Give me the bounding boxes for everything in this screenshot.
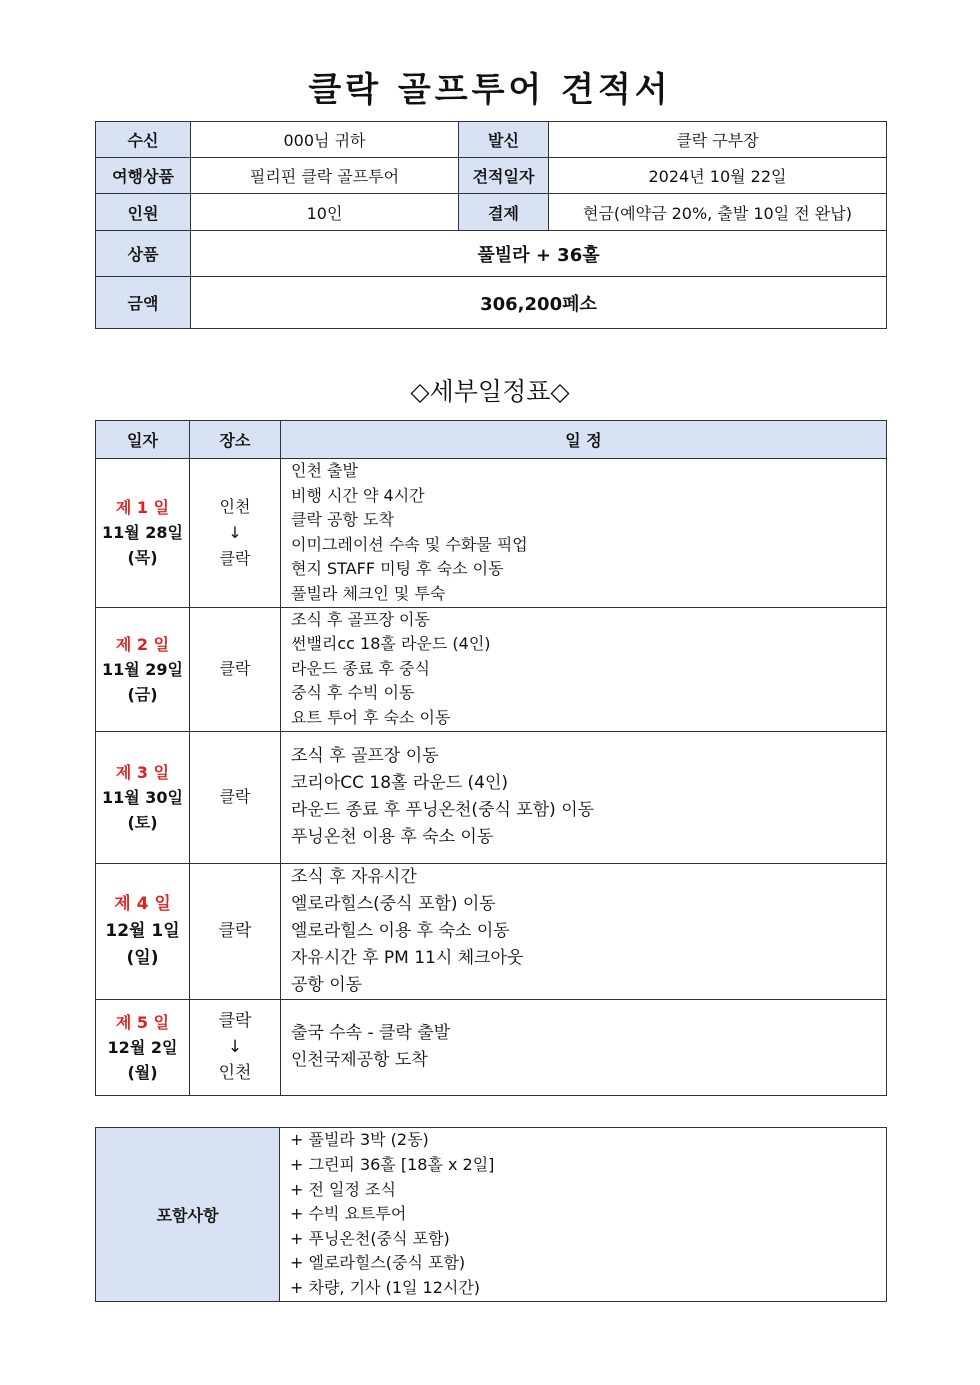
day5-weekday: (월)	[127, 1062, 158, 1082]
sender-label: 발신	[459, 122, 549, 158]
quote-date-value: 2024년 10월 22일	[549, 158, 887, 194]
day2-weekday: (금)	[127, 684, 158, 704]
recipient-value: 000님 귀하	[191, 122, 459, 158]
list-item: 요트 투어 후 숙소 이동	[291, 707, 451, 727]
list-item: 조식 후 자유시간	[291, 866, 417, 887]
price-label: 금액	[96, 277, 191, 329]
recipient-label: 수신	[96, 122, 191, 158]
price-value: 306,200페소	[191, 277, 887, 329]
day2-date: 11월 29일	[101, 659, 183, 679]
list-item: + 그린피 36홀 [18홀 x 2일]	[290, 1155, 495, 1175]
down-arrow-icon: ↓	[227, 1037, 243, 1058]
down-arrow-icon: ↓	[228, 522, 242, 542]
day4-items	[281, 863, 887, 999]
day3-date-cell	[96, 731, 190, 863]
day1-place-cell	[190, 459, 281, 608]
day5-place-cell	[190, 999, 281, 1095]
day1-label: 제 1 일	[115, 498, 170, 518]
list-item: 자유시간 후 PM 11시 체크아웃	[291, 947, 524, 968]
payment-label: 결제	[459, 194, 549, 231]
schedule-title: ◇세부일정표◇	[410, 377, 570, 406]
schedule-table	[95, 420, 887, 1096]
day5-date: 12월 2일	[107, 1037, 178, 1057]
list-item: 풀빌라 체크인 및 투숙	[291, 583, 446, 603]
package-label: 상품	[96, 231, 191, 277]
list-item: 조식 후 골프장 이동	[291, 609, 430, 629]
inclusions-items	[280, 1128, 887, 1302]
people-value: 10인	[191, 194, 459, 231]
day2-label: 제 2 일	[115, 634, 170, 654]
day1-date: 11월 28일	[101, 523, 183, 543]
day2-date-cell	[96, 607, 190, 731]
schedule-row-day2	[96, 607, 887, 731]
day1-place-from: 인천	[219, 496, 251, 516]
day1-place-to: 클락	[219, 548, 251, 568]
schedule-row-day5	[96, 999, 887, 1095]
product-label: 여행상품	[96, 158, 191, 194]
day2-items	[281, 607, 887, 731]
list-item: + 차량, 기사 (1일 12시간)	[290, 1277, 481, 1297]
day4-date-cell	[96, 863, 190, 999]
day4-weekday: (일)	[126, 947, 159, 968]
day1-items	[281, 459, 887, 608]
list-item: 현지 STAFF 미팅 후 숙소 이동	[291, 559, 504, 579]
list-item: 클락 공항 도착	[291, 510, 394, 530]
day3-weekday: (토)	[127, 812, 158, 832]
sender-value: 클락 구부장	[549, 122, 887, 158]
list-item: 엘로라힐스 이용 후 숙소 이동	[291, 920, 510, 941]
product-value: 필리핀 클락 골프투어	[191, 158, 459, 194]
list-item: 비행 시간 약 4시간	[291, 485, 425, 505]
list-item: 공항 이동	[291, 974, 363, 995]
day5-place-to: 인천	[218, 1063, 252, 1084]
day1-weekday: (목)	[127, 548, 158, 568]
schedule-header-place: 장소	[190, 421, 281, 459]
list-item: 푸닝온천 이용 후 숙소 이동	[291, 827, 494, 848]
list-item: 인천 출발	[291, 461, 358, 480]
list-item: 라운드 종료 후 중식	[291, 658, 430, 678]
list-item: 엘로라힐스(중식 포함) 이동	[291, 893, 496, 914]
day3-date: 11월 30일	[101, 787, 183, 807]
page-title: 클락 골프투어 견적서	[308, 70, 672, 110]
list-item: + 풀빌라 3박 (2동)	[290, 1130, 429, 1150]
list-item: 출국 수속 - 클락 출발	[291, 1023, 451, 1044]
day3-place: 클락	[190, 731, 281, 863]
list-item: 썬밸리cc 18홀 라운드 (4인)	[291, 634, 491, 654]
quote-date-label: 견적일자	[459, 158, 549, 194]
day3-label: 제 3 일	[115, 762, 170, 782]
schedule-row-day3	[96, 731, 887, 863]
day5-date-cell	[96, 999, 190, 1095]
schedule-header-plan: 일 정	[281, 421, 887, 459]
day1-date-cell	[96, 459, 190, 608]
day4-date: 12월 1일	[105, 920, 180, 941]
list-item: + 전 일정 조식	[290, 1179, 396, 1199]
list-item: + 엘로라힐스(중식 포함)	[290, 1253, 466, 1273]
day4-label: 제 4 일	[114, 893, 171, 914]
list-item: 이미그레이션 수속 및 수화물 픽업	[291, 534, 528, 554]
inclusions-label: 포함사항	[96, 1128, 280, 1302]
day5-place-from: 클락	[218, 1011, 252, 1032]
day5-items	[281, 999, 887, 1095]
package-value: 풀빌라 + 36홀	[191, 231, 887, 277]
day3-items	[281, 731, 887, 863]
day4-place: 클락	[190, 863, 281, 999]
inclusions-table	[95, 1127, 887, 1302]
day5-label: 제 5 일	[115, 1012, 170, 1032]
day2-place: 클락	[190, 607, 281, 731]
list-item: + 푸닝온천(중식 포함)	[290, 1228, 450, 1248]
quote-info-table	[95, 121, 887, 329]
list-item: + 수빅 요트투어	[290, 1204, 407, 1224]
people-label: 인원	[96, 194, 191, 231]
list-item: 조식 후 골프장 이동	[291, 746, 439, 767]
list-item: 코리아CC 18홀 라운드 (4인)	[291, 773, 509, 794]
schedule-header-date: 일자	[96, 421, 190, 459]
list-item: 중식 후 수빅 이동	[291, 683, 415, 703]
schedule-row-day1	[96, 459, 887, 608]
list-item: 라운드 종료 후 푸닝온천(중식 포함) 이동	[291, 800, 595, 821]
schedule-row-day4	[96, 863, 887, 999]
list-item: 인천국제공항 도착	[291, 1050, 428, 1071]
payment-value: 현금(예약금 20%, 출발 10일 전 완납)	[549, 194, 887, 231]
